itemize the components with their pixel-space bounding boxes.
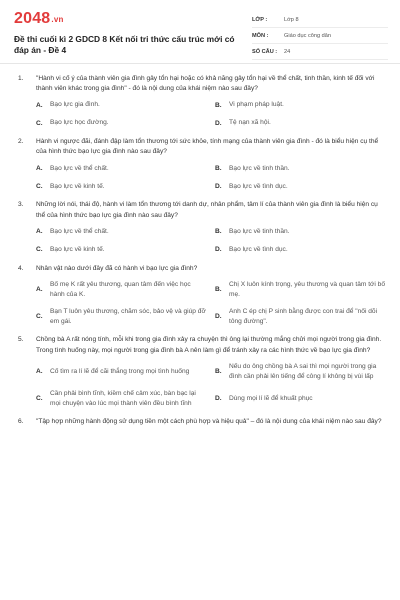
question-5 bbox=[18, 335, 386, 408]
option-text: Cố tìm ra lí lẽ để cãi thắng trong mọi tình huống bbox=[50, 367, 190, 375]
question-3 bbox=[18, 200, 386, 254]
option-letter: A. bbox=[36, 368, 43, 376]
option-a[interactable] bbox=[36, 227, 207, 237]
options bbox=[36, 362, 386, 409]
meta-value: Lớp 8 bbox=[284, 16, 299, 23]
option-b[interactable] bbox=[215, 164, 386, 174]
option-text: Bạo lực về tình dục. bbox=[229, 245, 288, 253]
option-letter: C. bbox=[36, 246, 43, 254]
question-number: 2. bbox=[18, 138, 24, 146]
option-d[interactable] bbox=[215, 307, 386, 327]
meta-value: Giáo dục công dân bbox=[284, 32, 331, 39]
options bbox=[36, 164, 386, 192]
option-text: Bạo lực về tinh thần. bbox=[229, 164, 290, 172]
option-a[interactable] bbox=[36, 280, 207, 300]
option-c[interactable] bbox=[36, 307, 207, 327]
option-d[interactable] bbox=[215, 182, 386, 192]
option-a[interactable] bbox=[36, 362, 207, 382]
question-text: Những lời nói, thái độ, hành vi làm tổn thương tới danh dự, nhân phẩm, tâm lí của thành viên gia đình là biểu hiện cụ thể của hình thức bạo lực gia đình nào sau đây? bbox=[36, 201, 378, 219]
question-list bbox=[0, 64, 400, 428]
question-text: Hành vi ngược đãi, đánh đập làm tổn thương tới sức khỏe, tính mạng của thành viên gia đình - đó là biểu hiện cụ thể của hình thức bạo lực gia đình nào sau đây? bbox=[36, 138, 379, 156]
option-text: Bạo lực về thể chất. bbox=[50, 164, 109, 172]
meta-row-subject bbox=[252, 28, 388, 44]
option-letter: C. bbox=[36, 313, 43, 321]
option-letter: C. bbox=[36, 119, 43, 127]
option-letter: B. bbox=[215, 368, 222, 376]
option-a[interactable] bbox=[36, 100, 207, 110]
question-text: Chồng bà A rất nóng tính, mỗi khi trong gia đình xảy ra chuyện thì ông lại thường mắng chửi mọi người trong gia đình. Trong tình huống này, mọi người trong gia đình bà A nên làm gì để tránh xảy ra các hình thức về bạo lực gia đình? bbox=[36, 336, 382, 354]
meta-value: 24 bbox=[284, 48, 291, 55]
question-number: 5. bbox=[18, 336, 24, 344]
option-d[interactable] bbox=[215, 245, 386, 255]
option-text: Cần phải bình tĩnh, kiềm chế cảm xúc, bàn bạc lại mọi chuyện vào lúc mọi thành viên đều bình tĩnh bbox=[50, 389, 196, 407]
option-letter: C. bbox=[36, 182, 43, 190]
option-a[interactable] bbox=[36, 164, 207, 174]
option-text: Bạo lực về kinh tế. bbox=[50, 182, 105, 190]
meta-row-count bbox=[252, 44, 388, 60]
option-text: Bạo lực về kinh tế. bbox=[50, 245, 105, 253]
option-letter: D. bbox=[215, 119, 222, 127]
option-letter: A. bbox=[36, 286, 43, 294]
question-number: 6. bbox=[18, 418, 24, 426]
question-1 bbox=[18, 74, 386, 128]
option-c[interactable] bbox=[36, 118, 207, 128]
option-text: Bạo lực học đường. bbox=[50, 119, 109, 127]
option-c[interactable] bbox=[36, 245, 207, 255]
options bbox=[36, 280, 386, 327]
question-text: Nhân vật nào dưới đây đã có hành vi bạo lực gia đình? bbox=[36, 264, 198, 272]
options bbox=[36, 100, 386, 128]
options bbox=[36, 227, 386, 255]
question-text: "Hành vi cố ý của thành viên gia đình gây tổn hại hoặc có khả năng gây tổn hại về thể chất, tinh thần, kinh tế đối với thành viên khác trong gia đình" - đó là nội dung của khái niệm nào sau đây? bbox=[36, 75, 375, 93]
option-letter: D. bbox=[215, 246, 222, 254]
option-text: Dùng mọi lí lẽ để khuất phục bbox=[229, 394, 313, 402]
option-text: Bạo lực về tình dục. bbox=[229, 182, 288, 190]
logo-text: 2048 bbox=[14, 10, 51, 27]
meta-row-class bbox=[252, 12, 388, 28]
question-number: 1. bbox=[18, 75, 24, 82]
question-text: "Tập hợp những hành động sử dụng tiền một cách phù hợp và hiệu quả" – đó là nội dung của khái niệm nào sau đây? bbox=[36, 418, 382, 426]
question-number: 4. bbox=[18, 264, 24, 272]
option-c[interactable] bbox=[36, 182, 207, 192]
meta-key: MÔN : bbox=[252, 32, 269, 39]
option-letter: B. bbox=[215, 101, 222, 109]
option-text: Bạo lực gia đình. bbox=[50, 101, 100, 109]
option-letter: B. bbox=[215, 286, 222, 294]
question-4 bbox=[18, 264, 386, 327]
option-d[interactable] bbox=[215, 118, 386, 128]
option-text: Chị X luôn kính trọng, yêu thương và quan tâm tới bố mẹ. bbox=[229, 280, 386, 298]
option-c[interactable] bbox=[36, 389, 207, 409]
option-letter: B. bbox=[215, 228, 222, 236]
option-text: Bạn T luôn yêu thương, chăm sóc, bảo vệ và giúp đỡ em gái. bbox=[50, 307, 206, 325]
option-d[interactable] bbox=[215, 389, 386, 409]
question-number: 3. bbox=[18, 201, 24, 209]
meta-key: SỐ CÂU : bbox=[252, 48, 278, 55]
option-text: Anh C ép chị P sinh bằng được con trai để "nối dõi tông đường". bbox=[229, 307, 378, 325]
option-text: Bạo lực về thể chất. bbox=[50, 227, 109, 235]
option-letter: B. bbox=[215, 165, 222, 173]
option-text: Tệ nạn xã hội. bbox=[229, 119, 271, 127]
exam-title: Đề thi cuối kì 2 GDCD 8 Kết nối tri thức cấu trúc mới có đáp án - Đề 4 bbox=[14, 34, 235, 56]
exam-meta bbox=[252, 12, 388, 60]
option-b[interactable] bbox=[215, 362, 386, 382]
option-letter: C. bbox=[36, 395, 43, 403]
option-letter: A. bbox=[36, 101, 43, 109]
option-letter: A. bbox=[36, 165, 43, 173]
option-letter: A. bbox=[36, 228, 43, 236]
option-text: Nếu do ông chồng bà A sai thì mọi người trong gia đình cần phải lên tiếng để công lí không bị vùi lấp bbox=[229, 362, 377, 380]
option-b[interactable] bbox=[215, 280, 386, 300]
option-letter: D. bbox=[215, 182, 222, 190]
option-letter: D. bbox=[215, 313, 222, 321]
option-letter: D. bbox=[215, 395, 222, 403]
option-b[interactable] bbox=[215, 100, 386, 110]
meta-key: LỚP : bbox=[252, 16, 268, 23]
question-6 bbox=[18, 417, 386, 427]
option-text: Bố mẹ K rất yêu thương, quan tâm đến việc học hành của K. bbox=[50, 280, 191, 298]
logo-tld: .vn bbox=[51, 15, 64, 24]
option-text: Bạo lực về tinh thần. bbox=[229, 227, 290, 235]
option-b[interactable] bbox=[215, 227, 386, 237]
question-2 bbox=[18, 137, 386, 191]
option-text: Vi phạm pháp luật. bbox=[229, 101, 284, 109]
exam-header bbox=[0, 0, 400, 64]
